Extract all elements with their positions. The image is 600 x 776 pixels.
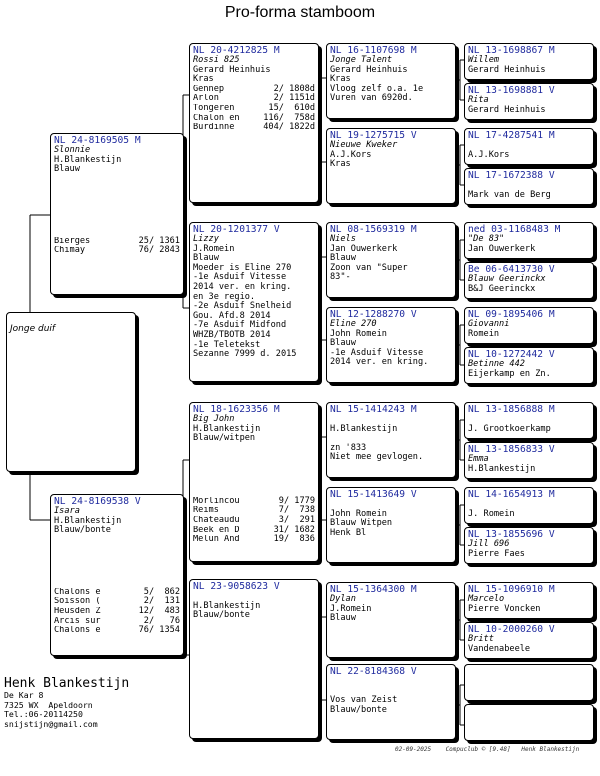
owner-phone: Tel.:06-20114250 xyxy=(4,709,83,720)
gen4-box[interactable]: NL 13-1855696 V Jill 696 Pierre Faes xyxy=(464,527,594,564)
gen4-box[interactable]: NL 13-1856833 V Emma H.Blankestijn xyxy=(464,442,594,479)
gen3-box-mmm[interactable]: NL 22-8184368 V Vos van Zeist Blauw/bonte xyxy=(326,664,456,740)
gen4-box[interactable]: NL 13-1856888 M J. Grootkoerkamp xyxy=(464,402,594,439)
mother-result: Arcis sur 2/ 76 xyxy=(54,615,180,626)
owner-name: Henk Blankestijn xyxy=(4,676,130,691)
father-breeder: H.Blankestijn xyxy=(54,154,122,165)
mother-result: Heusden Z 12/ 483 xyxy=(54,605,180,616)
mother-result: Chalons e 5/ 862 xyxy=(54,586,180,597)
owner-email: snijstijn@gmail.com xyxy=(4,718,98,729)
gen4-box[interactable]: NL 13-1698881 V Rita Gerard Heinhuis xyxy=(464,83,594,120)
owner-block xyxy=(4,676,129,729)
gen4-box-empty[interactable] xyxy=(464,704,594,741)
father-color: Blauw xyxy=(54,164,80,175)
father-name: Slonnie xyxy=(54,145,91,155)
gen3-box-mmf[interactable]: NL 15-1364300 M Dylan J.Romein Blauw xyxy=(326,582,456,658)
gen4-box[interactable]: ned 03-1168483 M "De 83" Jan Ouwerkerk xyxy=(464,222,594,259)
father-box[interactable] xyxy=(50,133,184,295)
grandsire-paternal-box[interactable]: NL 20-4212825 M Rossi 825 Gerard Heinhuis Kras Gennep 2/ 1808d Arlon 2/ 1151d Tongeren 15/ 610d Chalon en 116/ 758d Burdinne 404/ 1822d xyxy=(189,43,319,203)
gen3-box-mff[interactable]: NL 15-1414243 M H.Blankestijn zn '833 Niet mee gevlogen. xyxy=(326,402,456,478)
gen4-box[interactable]: NL 15-1096910 M Marcelo Pierre Voncken xyxy=(464,582,594,619)
gen4-box[interactable]: NL 10-2000260 V Britt Vandenabeele xyxy=(464,622,594,659)
grandsire-maternal-box[interactable]: NL 18-1623356 M Big John H.Blankestijn Blauw/witpen Morlincou 9/ 1779 Reims 7/ 738 Chateaudu 3/ 291 Beek en D 31/ 1682 Melun And 19/ 836 xyxy=(189,402,319,562)
gen4-box[interactable]: NL 17-1672388 V Mark van de Berg xyxy=(464,168,594,205)
gen4-box[interactable]: NL 10-1272442 V Betinne 442 Eijerkamp en Zn. xyxy=(464,347,594,384)
gen4-box[interactable]: NL 17-4287541 M A.J.Kors xyxy=(464,128,594,165)
father-result: Bierges 25/ 1361 xyxy=(54,235,180,246)
owner-city: 7325 WX Apeldoorn xyxy=(4,699,93,710)
gen3-box-mfm[interactable]: NL 15-1413649 V John Romein Blauw Witpen Henk Bl xyxy=(326,487,456,563)
father-ring: NL 24-8169505 M xyxy=(54,135,141,146)
mother-name: Isara xyxy=(54,506,80,516)
father-result: Chimay 76/ 2843 xyxy=(54,245,180,256)
gen4-box[interactable]: Be 06-6413730 V Blauw Geerinckx B&J Geerinckx xyxy=(464,262,594,299)
gen4-box[interactable]: NL 14-1654913 M J. Romein xyxy=(464,487,594,524)
granddam-paternal-box[interactable]: NL 20-1201377 V Lizzy J.Romein Blauw Moeder is Eline 270 -1e Asduif Vitesse 2014 ver. en kring. en 3e regio. -2e Asduif Snelheid Gou. Afd.8 2014 -7e Asduif Midfond WHZB/TBOTB 2014 -1e Teletekst Sezanne 7999 d. 2015 xyxy=(189,222,319,382)
gen3-box-fmf[interactable]: NL 08-1569319 M Niels Jan Ouwerkerk Blauw Zoon van "Super 83"- xyxy=(326,222,456,298)
gen4-box[interactable]: NL 13-1698867 M Willem Gerard Heinhuis xyxy=(464,43,594,80)
gen3-box-fmm[interactable]: NL 12-1288270 V Eline 270 John Romein Blauw -1e Asduif Vitesse 2014 ver. en kring. xyxy=(326,307,456,383)
mother-breeder: H.Blankestijn xyxy=(54,515,122,526)
gen3-box-ffm[interactable]: NL 19-1275715 V Nieuwe Kweker A.J.Kors Kras xyxy=(326,128,456,204)
owner-address: De Kar 8 xyxy=(4,690,44,700)
gen4-box-empty[interactable] xyxy=(464,664,594,701)
footer: 02-09-2025 Compuclub © [9.48] Henk Blankestijn xyxy=(395,746,580,753)
granddam-maternal-box[interactable]: NL 23-9058623 V H.Blankestijn Blauw/bonte xyxy=(189,579,319,739)
gen4-box[interactable]: NL 09-1895406 M Giovanni Romein xyxy=(464,307,594,344)
gen3-box-fff[interactable]: NL 16-1107698 M Jonge Talent Gerard Heinhuis Kras Vloog zelf o.a. 1e Vuren van 6920d. xyxy=(326,43,456,119)
mother-color: Blauw/bonte xyxy=(54,525,111,536)
mother-box[interactable] xyxy=(50,494,184,656)
mother-result: Chalons e 76/ 1354 xyxy=(54,625,180,636)
subject-box[interactable] xyxy=(6,312,136,472)
subject-name: Jonge duif xyxy=(10,324,56,334)
page-title: Pro-forma stamboom xyxy=(224,4,376,21)
mother-result: Soisson ( 2/ 131 xyxy=(54,596,180,607)
mother-ring: NL 24-8169538 V xyxy=(54,496,141,507)
